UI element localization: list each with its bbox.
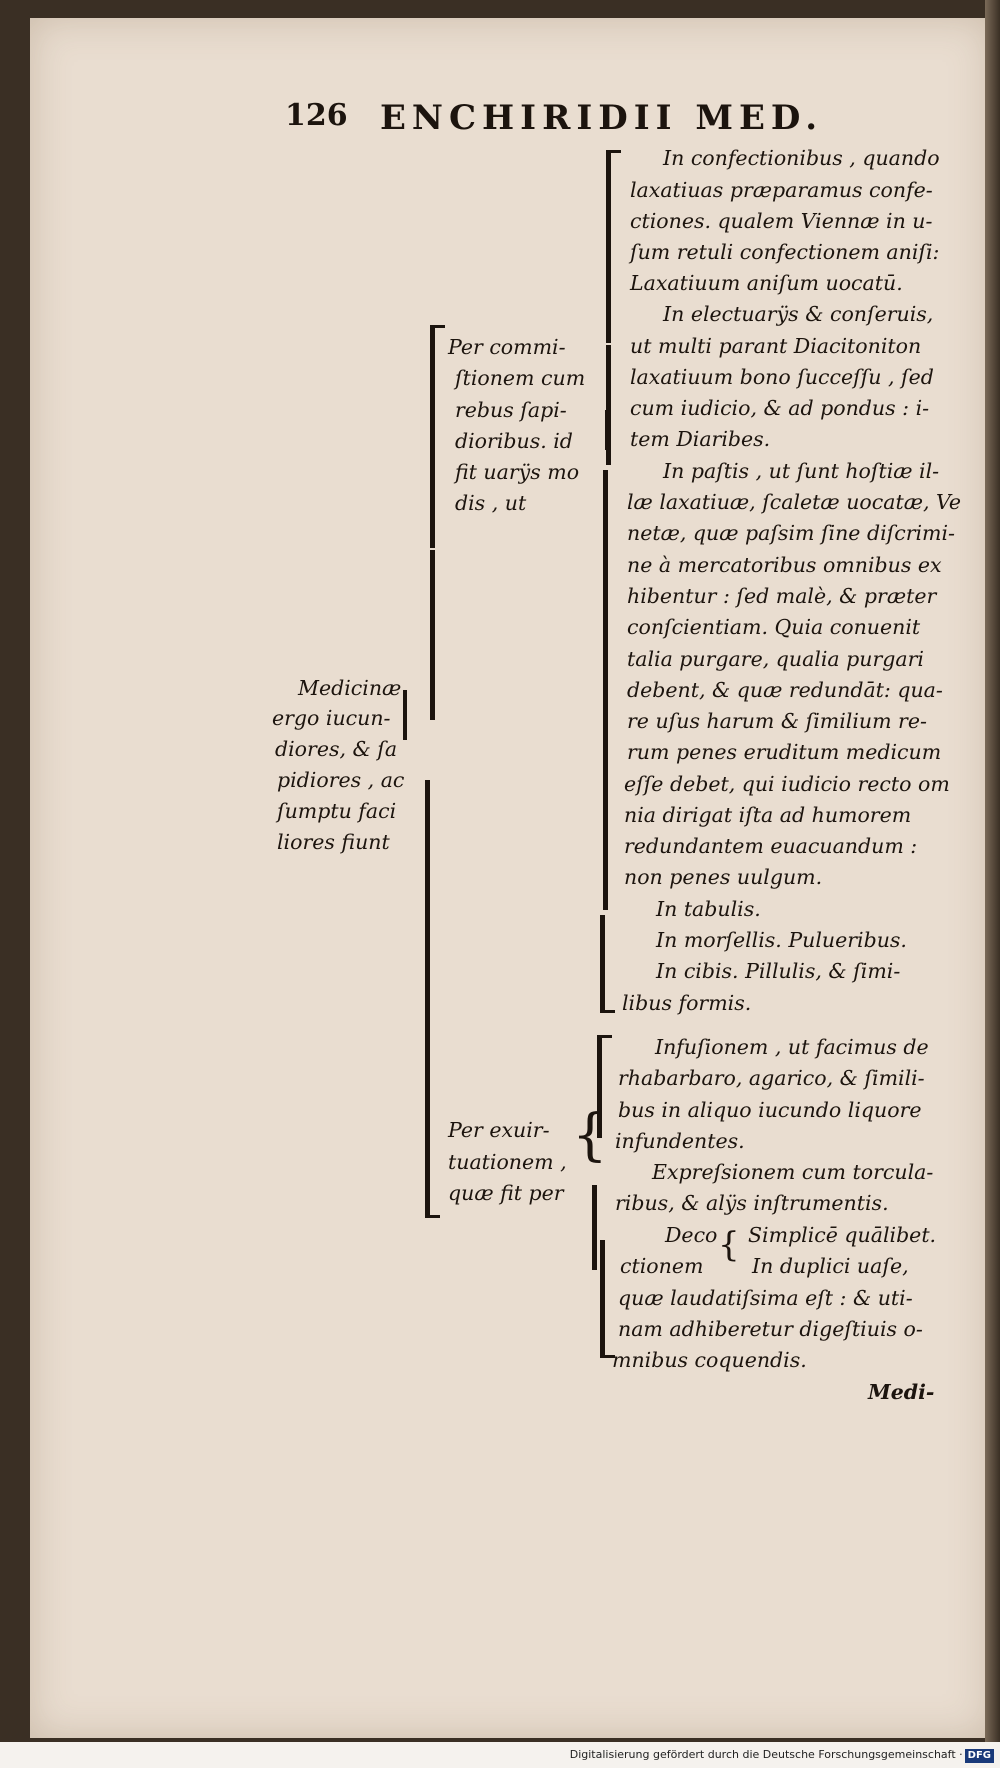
bracket-upper-right-a — [606, 150, 621, 343]
page-number: 126 — [285, 98, 348, 133]
text-line: infundentes. — [615, 1129, 745, 1153]
left-column-line: Medicinæ — [298, 676, 402, 700]
footer — [0, 1742, 1000, 1768]
left-column-line: pidiores , ac — [277, 768, 405, 792]
left-column-line: diores, & ſa — [275, 737, 398, 761]
text-line: talia purgare, qualia purgari — [627, 647, 924, 671]
text-line: In tabulis. — [656, 897, 761, 921]
text-line: Simplicē quālibet. — [748, 1223, 937, 1247]
bracket-main-lower — [425, 780, 430, 1120]
dfg-logo: DFG — [965, 1749, 994, 1763]
running-title: ENCHIRIDII MED. — [380, 98, 824, 138]
text-line: redundantem euacuandum : — [624, 834, 918, 858]
text-line: Infuſionem , ut facimus de — [655, 1035, 929, 1059]
text-line: ctiones. qualem Viennæ in u- — [630, 209, 933, 233]
bracket-upper-right-c — [603, 470, 608, 910]
page-edge — [985, 0, 1000, 1768]
text-line: eſſe debet, qui iudicio recto om — [624, 772, 950, 796]
text-line: bus in aliquo iucundo liquore — [618, 1098, 922, 1122]
branch-exuirtuatio-line: Per exuir- — [448, 1118, 550, 1142]
branch-commistio-line: dioribus. id — [455, 429, 573, 453]
bracket-lower-right-c — [600, 1240, 615, 1358]
text-line: In confectionibus , quando — [663, 146, 940, 170]
bracket-upper-right-d — [600, 915, 615, 1013]
bracket-main-upper — [430, 550, 435, 720]
bracket-upper-right-b — [606, 345, 611, 465]
text-line: rum penes eruditum medicum — [627, 740, 942, 764]
text-line: netæ, quæ paſsim ſine diſcrimi- — [627, 521, 955, 545]
branch-commistio-line: fit uarÿs mo — [455, 460, 580, 484]
text-line: Laxatiuum aniſum uocatū. — [630, 271, 903, 295]
left-column-line: ergo iucun- — [272, 706, 391, 730]
text-line: laxatiuum bono ſucceſſu , ſed — [630, 365, 934, 389]
bracket-commistio-upper — [430, 325, 445, 548]
branch-commistio-line: dis , ut — [455, 491, 527, 515]
text-line: ctionem — [620, 1254, 704, 1278]
left-column-line: ſumptu faci — [277, 799, 397, 823]
text-line: quæ laudatiſsima eſt : & uti- — [618, 1286, 913, 1310]
text-line: non penes uulgum. — [624, 865, 823, 889]
brace-exuirtuatio: { — [572, 1103, 608, 1168]
text-line: nia dirigat iſta ad humorem — [624, 803, 912, 827]
bracket-exuirtuatio — [425, 1120, 440, 1218]
text-line: hibentur : ſed malè, & præter — [627, 584, 937, 608]
text-line: cum iudicio, & ad pondus : i- — [630, 396, 930, 420]
text-line: rhabarbaro, agarico, & ſimili- — [618, 1066, 925, 1090]
text-line: In paſtis , ut ſunt hoſtiæ il- — [663, 459, 940, 483]
text-line: In electuarÿs & conſeruis, — [663, 302, 934, 326]
text-line: læ laxatiuæ, ſcaletæ uocatæ, Ve — [627, 490, 962, 514]
text-line: debent, & quæ redundāt: qua- — [627, 678, 943, 702]
text-line: In duplici uaſe, — [752, 1254, 909, 1278]
text-line: ribus, & alÿs inſtrumentis. — [615, 1191, 889, 1215]
branch-commistio-line: ſtionem cum — [455, 366, 586, 390]
text-line: ut multi parant Diacitoniton — [630, 334, 922, 358]
brace-decoctio: { — [718, 1225, 740, 1265]
text-line: ne à mercatoribus omnibus ex — [627, 553, 942, 577]
text-line: In morſellis. Pulueribus. — [656, 928, 907, 952]
branch-exuirtuatio-line: tuationem , — [448, 1150, 567, 1174]
bracket-lower-right-a — [597, 1035, 612, 1138]
catchword: Medi- — [868, 1380, 935, 1404]
text-line: Deco — [665, 1223, 718, 1247]
branch-commistio-line: Per commi- — [448, 335, 566, 359]
branch-commistio-line: rebus ſapi- — [455, 398, 567, 422]
text-line: laxatiuas præparamus confe- — [630, 178, 933, 202]
left-column-line: liores fiunt — [277, 830, 390, 854]
text-line: ſum retuli confectionem aniſi: — [630, 240, 940, 264]
footer-text: Digitalisierung gefördert durch die Deutsche Forschungsgemeinschaft · — [569, 1748, 963, 1761]
text-line: conſcientiam. Quia conuenit — [627, 615, 921, 639]
text-line: Expreſsionem cum torcula- — [652, 1160, 934, 1184]
text-line: tem Diaribes. — [630, 427, 771, 451]
bracket-lower-right-b — [592, 1185, 597, 1270]
text-line: mnibus coquendis. — [612, 1348, 807, 1372]
branch-exuirtuatio-line: quæ fit per — [448, 1181, 564, 1205]
text-line: nam adhiberetur digeſtiuis o- — [618, 1317, 923, 1341]
text-line: libus formis. — [622, 991, 752, 1015]
text-line: re uſus harum & ſimilium re- — [627, 709, 927, 733]
text-line: In cibis. Pillulis, & ſimi- — [656, 959, 901, 983]
bracket-join — [395, 690, 407, 740]
